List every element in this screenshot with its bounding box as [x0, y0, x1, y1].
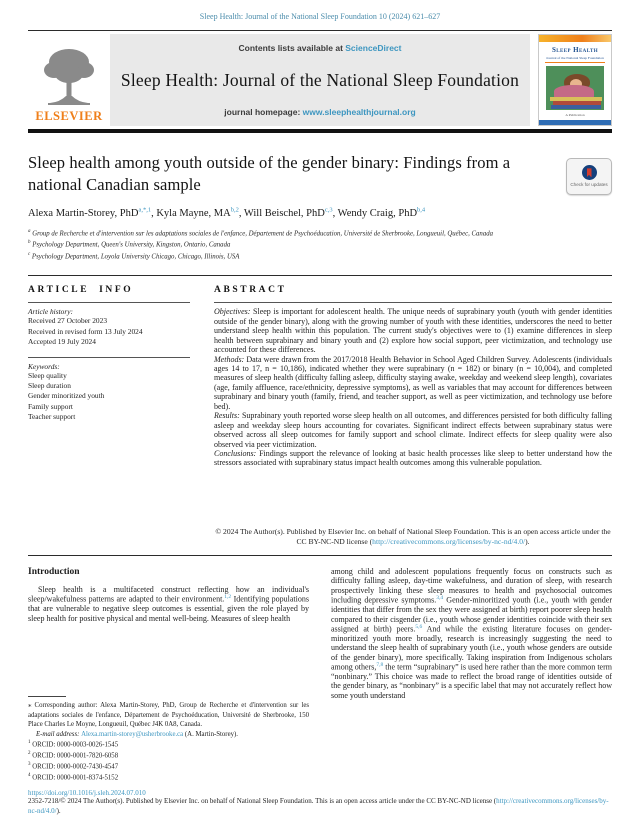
elsevier-logo — [28, 34, 110, 126]
orcid-text: ORCID: 0000-0001-8374-5152 — [30, 774, 119, 782]
info-abstract-section — [28, 285, 612, 547]
introduction-heading: Introduction — [28, 567, 80, 578]
abstract-bottom-rule — [28, 555, 612, 556]
orcid-line — [28, 772, 309, 783]
orcid-line — [28, 739, 309, 750]
article-body — [28, 567, 612, 783]
orcid-line — [28, 761, 309, 772]
keyword: Teacher support — [28, 411, 76, 421]
article-info-heading: ARTICLE INFO — [28, 285, 134, 296]
author-sep: , — [151, 208, 157, 220]
history-label: Article history: — [28, 307, 73, 317]
abstract-body — [214, 307, 612, 525]
citation-ref[interactable]: 7,8 — [376, 662, 384, 669]
check-for-updates-badge[interactable] — [566, 158, 612, 195]
elsevier-wordmark: ELSEVIER — [35, 109, 103, 123]
affiliation — [28, 239, 612, 250]
body-text: Gender-minoritized youth (i.e., youth with gender identities that differ from the sex they were assigned at birth) report poorer sleep health compared to their cisgender (i.e., youth whose gender identities coincide with their sex assigned at birth) peers. — [331, 595, 612, 634]
orcid-text: ORCID: 0000-0002-7430-4547 — [30, 763, 119, 771]
elsevier-tree-icon — [40, 46, 98, 108]
abstract-results-text: Suprabinary youth reported worse sleep health on all outcomes, and differences persisted for both difficulty falling asleep and weekday sleep hours accounting for covariates. Significant indirect effects between suprabinary status were observed across all sleep outcomes for family support and school climate. Indirect effects for sleep quality were also observed via peer victimization. — [214, 411, 612, 449]
abstract-objectives-label: Objectives: — [214, 307, 251, 317]
abstract-conclusions-label: Conclusions: — [214, 448, 257, 458]
crossmark-icon — [582, 165, 597, 180]
running-head-citation: Sleep Health: Journal of the National Sleep Foundation 10 (2024) 621–627 — [199, 12, 441, 21]
cover-photo-book — [551, 105, 601, 109]
keywords-rule — [28, 357, 190, 358]
keyword: Family support — [28, 401, 73, 411]
journal-masthead — [28, 34, 612, 126]
affiliation-text: Psychology Department, Loyola University Chicago, Chicago, Illinois, USA — [30, 253, 240, 261]
citation-ref[interactable]: 3,4 — [436, 595, 444, 602]
author-affil-sup: c,3 — [324, 206, 333, 214]
orcid-sup: 1 — [28, 740, 31, 746]
orcid-sup: 2 — [28, 751, 31, 757]
contents-line — [116, 43, 524, 53]
body-left-column — [28, 567, 320, 783]
affiliation-text: Psychology Department, Queen's University, Kingston, Ontario, Canada — [30, 241, 231, 249]
footer-cc-license-link[interactable]: http://creativecommons.org/licenses/by-nc-nd/4.0/ — [28, 797, 609, 816]
contents-prefix: Contents lists available at — [238, 43, 346, 53]
keywords-label: Keywords: — [28, 362, 60, 372]
cover-photo-girl-sleeping-on-books — [546, 66, 604, 110]
abstract-copyright — [214, 527, 612, 547]
abstract-methods-text: Data were drawn from the 2017/2018 Health Behavior in School Aged Children Survey. Adolescents (individuals ages 14 to 17, n = 10,186), indicated whether they were suprabinary (n = 182) or binary (n = 10,004), and completed measures of sleep health (difficulty falling asleep, difficulty staying awake, weekday and weekend sleep length), covariates (age, family affluence, race/ethnicity, depressive symptoms), as well as variables that may account for differences between suprabinary and binary youth (family, friend, and teacher support, as well as peer victimization, and technology use before bed). — [214, 354, 612, 411]
abstract-column — [214, 285, 612, 547]
affiliation-sup: c — [28, 251, 31, 257]
orcid-text: ORCID: 0000-0003-0026-1545 — [30, 741, 119, 749]
citation-ref[interactable]: 1,2 — [224, 594, 232, 601]
orcid-line — [28, 750, 309, 761]
author — [244, 208, 338, 219]
author-name: Alexa Martin-Storey, PhD — [28, 208, 139, 220]
email-line — [28, 730, 309, 740]
article-info-rule — [28, 302, 190, 303]
homepage-prefix: journal homepage: — [224, 107, 303, 117]
article-info-column — [28, 285, 190, 547]
author — [156, 208, 244, 219]
page-footer — [28, 789, 612, 817]
author-name: Kyla Mayne, MA — [156, 208, 231, 220]
copyright-text: © 2024 The Author(s). Published by Elsevier Inc. on behalf of National Sleep Foundation. This is an open access article under the CC BY-NC-ND license ( — [215, 527, 611, 547]
journal-title: Sleep Health: Journal of the National Sleep Foundation — [120, 69, 520, 90]
author-sep: , — [332, 208, 338, 220]
affiliation-sup: a — [28, 229, 31, 235]
journal-cover-thumbnail[interactable] — [538, 34, 612, 126]
cover-footline: A Publication — [565, 113, 585, 117]
email-suffix: (A. Martin-Storey). — [183, 730, 238, 738]
footer-copyright — [28, 797, 612, 817]
body-text: the term “suprabinary” is used here rather than the more common term “nonbinary.” This choice was made to reflect the broad range of identities outside of the gender binary, as “nonbinary” is a specific label that may not accurately reflect how some youth understand — [331, 662, 612, 700]
header-top-rule — [28, 30, 612, 31]
history-item: Received in revised form 13 July 2024 — [28, 326, 143, 336]
author-name: Wendy Craig, PhD — [337, 208, 418, 220]
article-title: Sleep health among youth outside of the gender binary: Findings from a national Canadian sample — [28, 153, 511, 194]
affiliation — [28, 228, 612, 239]
history-item: Received 27 October 2023 — [28, 316, 108, 326]
orcid-text: ORCID: 0000-0001-7820-6058 — [30, 752, 119, 760]
cover-orange-bar — [539, 35, 611, 42]
body-text: among child and adolescent populations frequently focus on constructs such as difficulty falling asleep, day-time wakefulness, and duration of sleep, with research prospectively linking these sleep measures to health and psychosocial outcomes including depressive symptoms. — [331, 567, 612, 605]
keyword: Gender minoritized youth — [28, 391, 105, 401]
email-label: E-mail address: — [36, 730, 82, 738]
author-affil-sup: b,4 — [417, 206, 426, 214]
citation-ref[interactable]: 5,6 — [415, 623, 423, 630]
abstract-methods-label: Methods: — [214, 354, 245, 364]
homepage-line — [116, 107, 524, 117]
intro-text: Identifying populations that are vulnerable to negative sleep outcomes is essential, given the role played by sleep health for positive physical and mental well-being. Measures of sleep health — [28, 595, 309, 623]
sciencedirect-link[interactable]: ScienceDirect — [345, 43, 402, 53]
cover-subtitle: Journal of the National Sleep Foundation — [545, 56, 605, 63]
author-affil-sup: a,*,1 — [138, 206, 152, 214]
author-sep: , — [238, 208, 244, 220]
masthead-black-bar — [28, 129, 612, 133]
footer-text-suffix: ). — [56, 807, 61, 816]
affiliation — [28, 251, 612, 262]
affiliation-text: Group de Recherche et d'intervention sur les adaptations sociales de l'enfance, Département de Psychoéducation, Université de Sherbrooke, Longueuil, Québec, Canada — [30, 230, 494, 238]
body-right-column — [320, 567, 612, 783]
author — [28, 208, 156, 219]
body-text: And while the existing literature focuses on gender-minoritized youth more broadly, research is increasingly suggesting the need to understand the sleep health of suprabinary youth (i.e., youth whose genders are outside of the gender binary), more specifically. Taking inspiration from Indigenous scholars among others, — [331, 624, 612, 672]
corresponding-author-note: ⁎ Corresponding author: Alexa Martin-Storey, PhD, Group de Recherche et d'intervention sur les adaptations sociales de l'enfance, Département de Psychoéducation, Université de Sherbrooke, 150 Place Charles Le Moyne, Longueuil, Québec J4K 0A8, Canada. — [28, 701, 309, 729]
intro-text: Sleep health is a multifaceted construct reflecting how an individual's sleep/wakefulness patterns are adapted to their environment. — [28, 585, 309, 605]
journal-banner — [110, 34, 530, 126]
cover-title: Sleep Health — [552, 46, 598, 54]
body-paragraph — [331, 567, 612, 700]
footer-text: 2352-7218/© 2024 The Author(s). Published by Elsevier Inc. on behalf of National Sleep Foundation. This is an open access article under the CC BY-NC-ND license ( — [28, 797, 497, 806]
title-block — [28, 152, 612, 196]
journal-homepage-link[interactable]: www.sleephealthjournal.org — [302, 107, 416, 117]
orcid-sup: 4 — [28, 773, 31, 779]
doi-link[interactable]: https://doi.org/10.1016/j.sleh.2024.07.010 — [28, 789, 146, 798]
footnote-rule — [28, 696, 66, 697]
abstract-heading: ABSTRACT — [214, 285, 287, 296]
intro-paragraph — [28, 585, 309, 623]
author-name: Will Beischel, PhD — [243, 208, 325, 220]
section-divider-rule — [28, 275, 612, 276]
cover-blue-bar — [539, 120, 611, 125]
copyright-suffix: ). — [525, 537, 530, 547]
email-link[interactable]: Alexa.martin-storey@usherbrooke.ca — [81, 730, 184, 738]
affiliation-list — [28, 228, 612, 262]
affiliation-sup: b — [28, 240, 31, 246]
keyword: Sleep duration — [28, 381, 71, 391]
abstract-results-label: Results: — [214, 411, 240, 421]
abstract-objectives-text: Sleep is important for adolescent health. The unique needs of suprabinary youth (youth with gender identities outside of the gender binary), along with the growing number of youth with these identities, underscores the need to better understand sleep health within this population. The current study's objectives were to (1) examine differences in sleep health between suprabinary and binary youth and (2) explore how social support, peer victimization, and technology use accounted for these differences. — [214, 307, 612, 355]
abstract-rule — [214, 302, 612, 303]
keyword: Sleep quality — [28, 371, 67, 381]
cc-license-link[interactable]: http://creativecommons.org/licenses/by-nc-nd/4.0/ — [372, 537, 526, 547]
orcid-sup: 3 — [28, 762, 31, 768]
history-item: Accepted 19 July 2024 — [28, 336, 96, 346]
footnote-block — [28, 696, 309, 783]
abstract-conclusions-text: Findings support the relevance of looking at basic health processes like sleep to better understand how the stressors associated with suprabinary status impact health outcomes among this vulnerable population. — [214, 448, 612, 468]
author-affil-sup: b,2 — [230, 206, 239, 214]
author — [338, 208, 425, 219]
author-list — [28, 207, 612, 220]
badge-label: Check for updates — [570, 182, 608, 188]
